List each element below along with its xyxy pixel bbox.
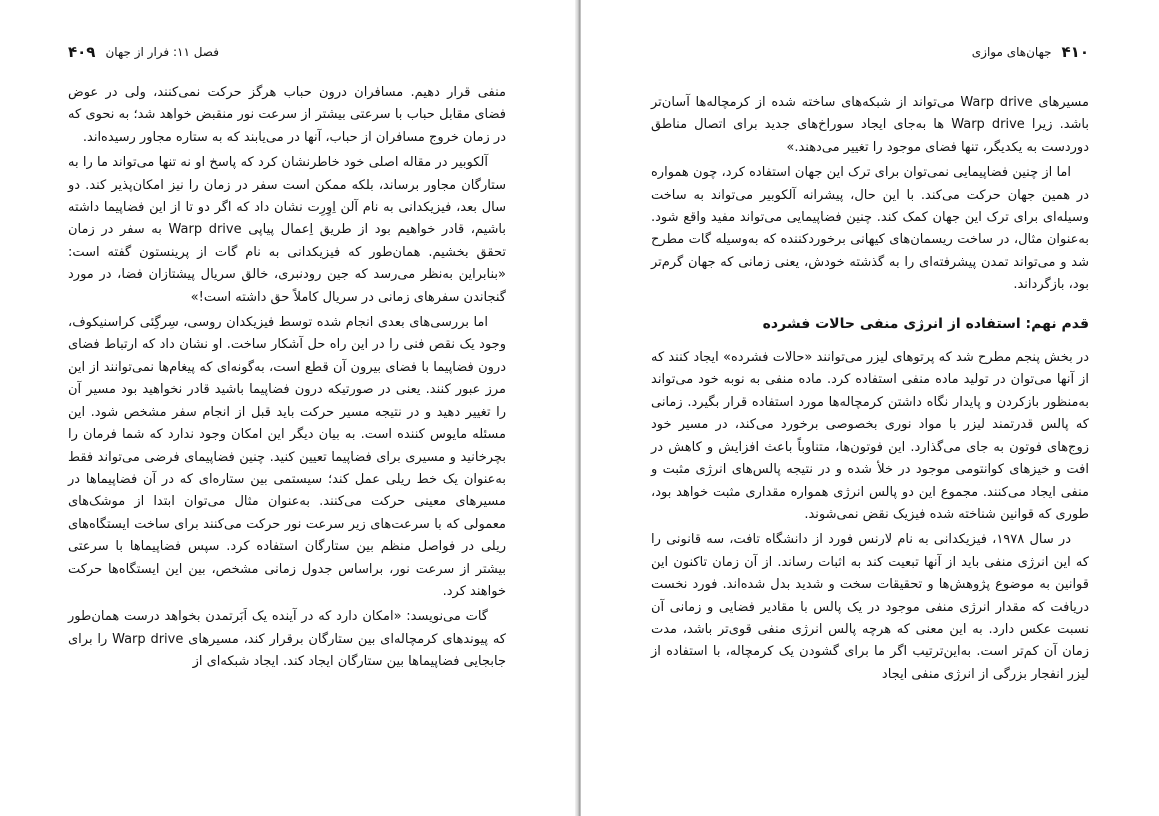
- right-page-number: ۴۱۰: [1061, 43, 1089, 61]
- paragraph: آلکوبیر در مقاله اصلی خود خاطرنشان کرد که پاسخ او نه تنها می‌تواند ما را به ستارگان مجاور برساند، بلکه ممکن است سفر در زمان را نیز امکان‌پذیر کند. دو سال بعد، فیزیکدانی به نام آلن اِوِرِت نشان داد که اگر دو تا از این فضاپیما داشته باشیم، قادر خواهیم بود از طریق اِعمال پیاپی Warp drive به سفر در زمان تحقق بخشیم. همان‌طور که فیزیکدانی به نام گات از پرینستون گفته است: «بنابراین به‌نظر می‌رسد که جین رودنبری، خالق سریال پیشتازان فضا، در مورد گنجاندن سفرهای زمانی در سریال کاملاً حق داشته است!»: [68, 155, 507, 305]
- section-heading: قدم نهم: استفاده از انرژی منفی حالات فشرده: [762, 315, 1089, 332]
- paragraph: گات می‌نویسد: «امکان دارد که در آینده یک اَبَرتمدن بخواهد درست همان‌طور که پیوندهای کرمچاله‌ای بین ستارگان برقرار کند، مسیرهای Warp drive را برای جابجایی فضاپیماها بین ستارگان ایجاد کند. ایجاد شبکه‌ای از: [68, 609, 506, 670]
- paragraph: منفی قرار دهیم. مسافران درون حباب هرگز حرکت نمی‌کنند، ولی در عوض فضای مقابل حباب با سرعتی بیشتر از سرعت نور منقبض خواهد شد؛ به نحوی که در زمان خروج مسافران از حباب، آنها در می‌یابند که به ستاره مجاور رسیده‌اند.: [68, 85, 506, 145]
- right-body-text: [651, 92, 1089, 689]
- left-chapter-title: فصل ۱۱: فرار از جهان: [105, 45, 219, 59]
- left-page: [0, 0, 578, 816]
- paragraph: مسیرهای Warp drive می‌تواند از شبکه‌های ساخته شده از کرمچاله‌ها آسان‌تر باشد. زیرا Warp drive ها به‌جای ایجاد سوراخ‌های جدید برای اتصال مناطق دوردست به یکدیگر، تنها فضای موجود را تغییر می‌دهند.»: [651, 95, 1090, 155]
- right-running-head: [972, 40, 1089, 64]
- paragraph: اما از چنین فضاپیمایی نمی‌توان برای ترک این جهان استفاده کرد، چون همواره در همین جهان حرکت می‌کند. با این حال، پیشرانه آلکوبیر می‌تواند به ساخت وسیله‌ای برای ترک این جهان کمک کند. چنین فضاپیمایی می‌تواند مفید واقع شود. به‌عنوان مثال، در ساخت ریسمان‌های کیهانی برخوردکننده که به‌وسیله گات مطرح شد و می‌تواند تمدن پیشرفته‌ای را به گذشته خودش، یعنی زمانی که جهان گرم‌تر بود، بازگرداند.: [651, 165, 1089, 293]
- right-page: [581, 0, 1159, 816]
- paragraph: در سال ۱۹۷۸، فیزیکدانی به نام لارنس فورد از دانشگاه تافت، سه قانونی را که این انرژی منفی باید از آنها تبعیت کند به اثبات رساند. از آن زمان تاکنون این قوانین به موضوع پژوهش‌ها و تحقیقات سخت و شدید بدل شده‌اند. فورد نخست دریافت که مقدار انرژی منفی موجود در یک پالس با مقادیر فضایی و زمانی آن نسبت عکس دارد. به این معنی که هرچه پالس انرژی منفی قوی‌تر باشد، مدت زمان آن کم‌تر است. به‌این‌ترتیب اگر ما برای گشودن یک کرمچاله، با استفاده از لیزر انفجار بزرگی از انرژی منفی ایجاد: [651, 532, 1089, 682]
- left-body-text: [68, 82, 506, 677]
- right-chapter-title: جهان‌های موازی: [971, 45, 1052, 59]
- left-page-number: ۴۰۹: [68, 43, 96, 61]
- paragraph: در بخش پنجم مطرح شد که پرتوهای لیزر می‌توانند «حالات فشرده» ایجاد کنند که از آنها می‌توان در تولید ماده منفی استفاده کرد. ماده منفی به نوبه خود می‌تواند به‌منظور بازکردن و پایدار نگاه داشتن کرمچاله‌ها مورد استفاده قرار بگیرد. زمانی که پالس قدرتمند لیزر با مواد نوری بخصوصی برخورد می‌کند، در مسیر خود زوج‌های فوتون به جای می‌گذارد. این فوتون‌ها، متناوباً باعث افزایش و کاهش در افت و خیزهای کوانتومی موجود در خلأ شده و در نتیجه پالس‌های انرژی مثبت و منفی ایجاد می‌کنند. مجموع این دو پالس انرژی همواره مقداری مثبت خواهد بود، طوری که قوانین شناخته شده فیزیک نقض نمی‌شوند.: [651, 350, 1089, 522]
- paragraph: اما بررسی‌های بعدی انجام شده توسط فیزیکدان روسی، سِرگِئی کراسنیکوف، وجود یک نقص فنی را در این راه حل آشکار ساخت. او نشان داد که ارتباط فضای درون فضاپیما با فضای بیرون آن قطع است، به‌گونه‌ای که پیغام‌ها نمی‌توانند از این مرز عبور کنند. یعنی در صورتیکه درون فضاپیما باشید قادر نخواهید بود مسیر آن را تغییر دهید و در نتیجه مسیر حرکت باید قبل از انجام سفر مشخص شود. این مسئله مایوس کننده است. به بیان دیگر این امکان وجود ندارد که شما فرمان را بچرخانید و مسیری برای فضاپیما تعیین کنید. چنین فضاپیمای فرضی می‌تواند فقط به‌عنوان یک خط ریلی عمل کند؛ سیستمی بین ستاره‌ای که در آن فضاپیماها در مسیرهای معینی حرکت می‌کنند. به‌عنوان مثال می‌توان ابتدا از موشک‌های معمولی که با سرعت‌های زیر سرعت نور حرکت می‌کنند برای ساخت ایستگاه‌های ریلی در فواصل منظم بین ستارگان استفاده کرد. سپس فضاپیماها با سرعتی بیشتر از سرعت نور، براساس جدول زمانی مشخص، بین این ایستگاه‌ها حرکت خواهند کرد.: [68, 315, 506, 599]
- left-running-head: [68, 40, 219, 64]
